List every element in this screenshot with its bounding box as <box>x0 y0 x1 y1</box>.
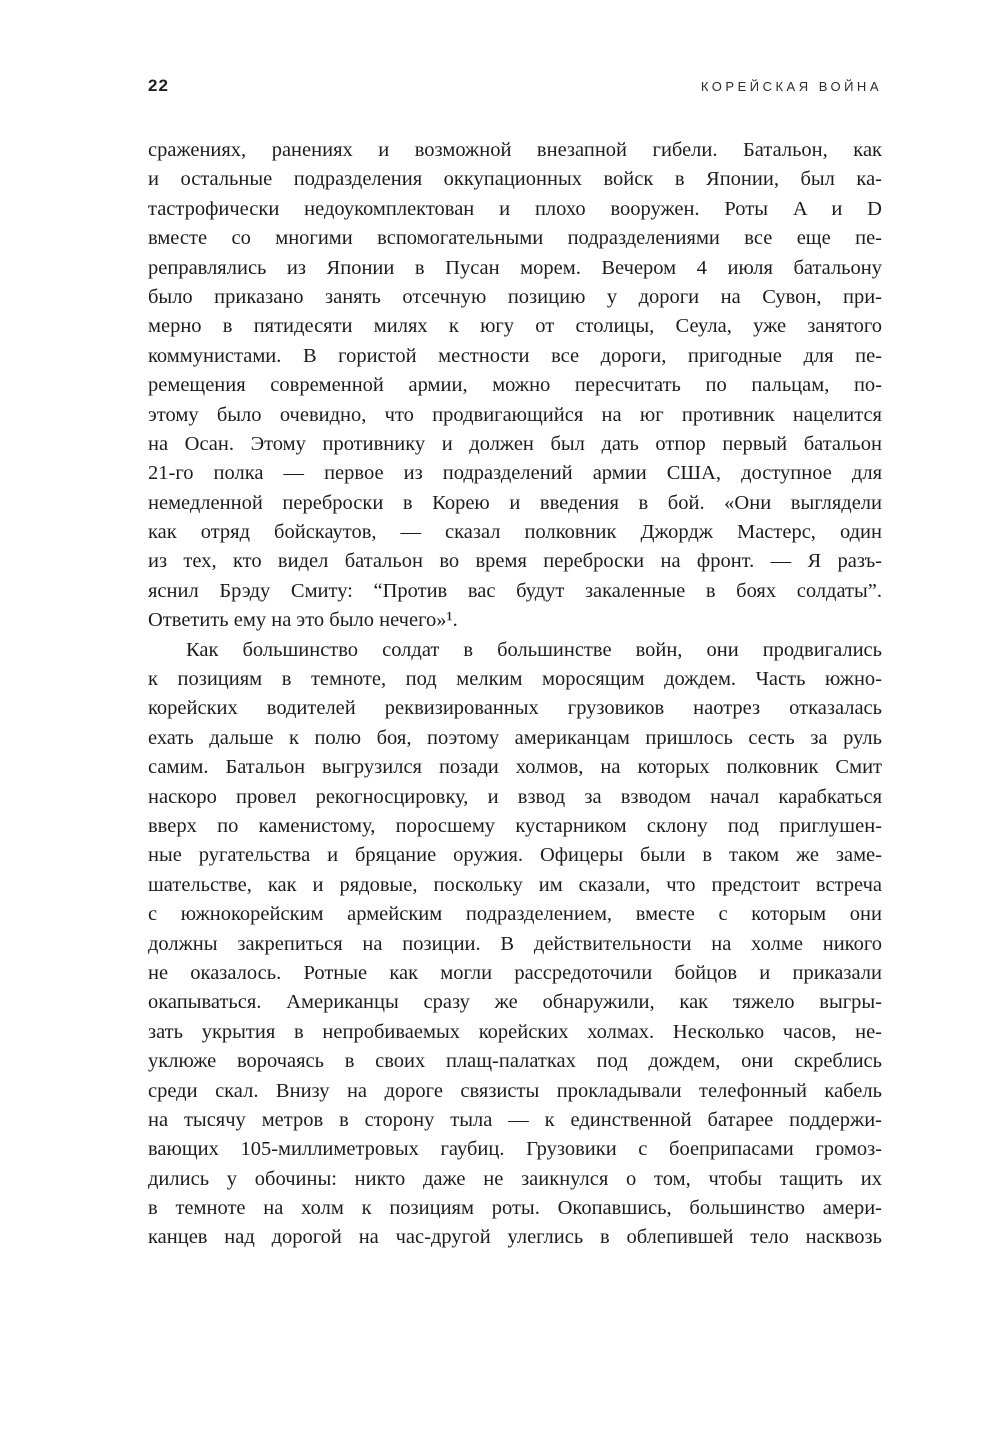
text-line: из тех, кто видел батальон во время переброски на фронт. — Я разъ- <box>148 550 882 573</box>
text-line: вместе со многими вспомогательными подразделениями все еще пе- <box>148 227 882 250</box>
text-line: корейских водителей реквизированных грузовиков наотрез отказалась <box>148 697 882 720</box>
text-line: среди скал. Внизу на дороге связисты прокладывали телефонный кабель <box>148 1079 882 1102</box>
text-line: было приказано занять отсечную позицию у дороги на Сувон, при- <box>148 285 882 308</box>
text-line: на Осан. Этому противнику и должен был дать отпор первый батальон <box>148 432 882 455</box>
text-line: яснил Брэду Смиту: “Против вас будут закаленные в боях солдаты”. <box>148 579 882 602</box>
text-line: тастрофически недоукомплектован и плохо вооружен. Роты A и D <box>148 197 882 220</box>
text-line: этому было очевидно, что продвигающийся на юг противник нацелится <box>148 403 882 426</box>
text-line: наскоро провел рекогносцировку, и взвод за взводом начал карабкаться <box>148 785 882 808</box>
text-line: ремещения современной армии, можно пересчитать по пальцам, по- <box>148 374 882 397</box>
text-line: уклюже ворочаясь в своих плащ-палатках под дождем, они скреблись <box>148 1050 882 1073</box>
page-header <box>148 76 882 96</box>
text-line: Ответить ему на это было нечего»¹. <box>148 609 458 632</box>
text-line: с южнокорейским армейским подразделением, вместе с которым они <box>148 903 882 926</box>
text-line: должны закрепиться на позиции. В действительности на холме никого <box>148 932 882 955</box>
text-line: 21-го полка — первое из подразделений армии США, доступное для <box>148 462 882 485</box>
text-line: мерно в пятидесяти милях к югу от столицы, Сеула, уже занятого <box>148 315 882 338</box>
text-line: вверх по каменистому, поросшему кустарником склону под приглушен- <box>148 814 882 837</box>
text-line: канцев над дорогой на час-другой улеглись в облепившей тело насквозь <box>148 1226 882 1249</box>
text-line: ехать дальше к полю боя, поэтому американцам пришлось сесть за руль <box>148 726 882 749</box>
text-line: к позициям в темноте, под мелким моросящим дождем. Часть южно- <box>148 668 882 691</box>
text-line: вающих 105-миллиметровых гаубиц. Грузовики с боеприпасами громоз- <box>148 1138 882 1161</box>
body-text-block <box>148 136 882 1253</box>
text-line: как отряд бойскаутов, — сказал полковник Джордж Мастерс, один <box>148 521 882 544</box>
text-line: на тысячу метров в сторону тыла — к единственной батарее поддержи- <box>148 1108 882 1131</box>
text-line: немедленной переброски в Корею и введения в бой. «Они выглядели <box>148 491 882 514</box>
page-number: 22 <box>148 76 169 95</box>
text-line: шательстве, как и рядовые, поскольку им сказали, что предстоит встреча <box>148 873 882 896</box>
text-line: зать укрытия в непробиваемых корейских холмах. Несколько часов, не- <box>148 1020 882 1043</box>
text-line: дились у обочины: никто даже не заикнулся о том, чтобы тащить их <box>148 1167 882 1190</box>
text-line: в темноте на холм к позициям роты. Окопавшись, большинство амери- <box>148 1197 882 1220</box>
text-line: не оказалось. Ротные как могли рассредоточили бойцов и приказали <box>148 961 882 984</box>
text-line: коммунистами. В гористой местности все дороги, пригодные для пе- <box>148 344 882 367</box>
text-line: Как большинство солдат в большинстве войн, они продвигались <box>186 638 882 661</box>
text-line: сражениях, ранениях и возможной внезапной гибели. Батальон, как <box>148 139 882 161</box>
text-line: окапываться. Американцы сразу же обнаружили, как тяжело выгры- <box>148 991 882 1014</box>
text-line: самим. Батальон выгрузился позади холмов, на которых полковник Смит <box>148 756 882 779</box>
text-line: реправлялись из Японии в Пусан морем. Вечером 4 июля батальону <box>148 256 882 279</box>
running-head: КОРЕЙСКАЯ ВОЙНА <box>700 79 882 94</box>
text-line: и остальные подразделения оккупационных войск в Японии, был ка- <box>148 168 882 191</box>
text-line: ные ругательства и бряцание оружия. Офицеры были в таком же заме- <box>148 844 882 867</box>
